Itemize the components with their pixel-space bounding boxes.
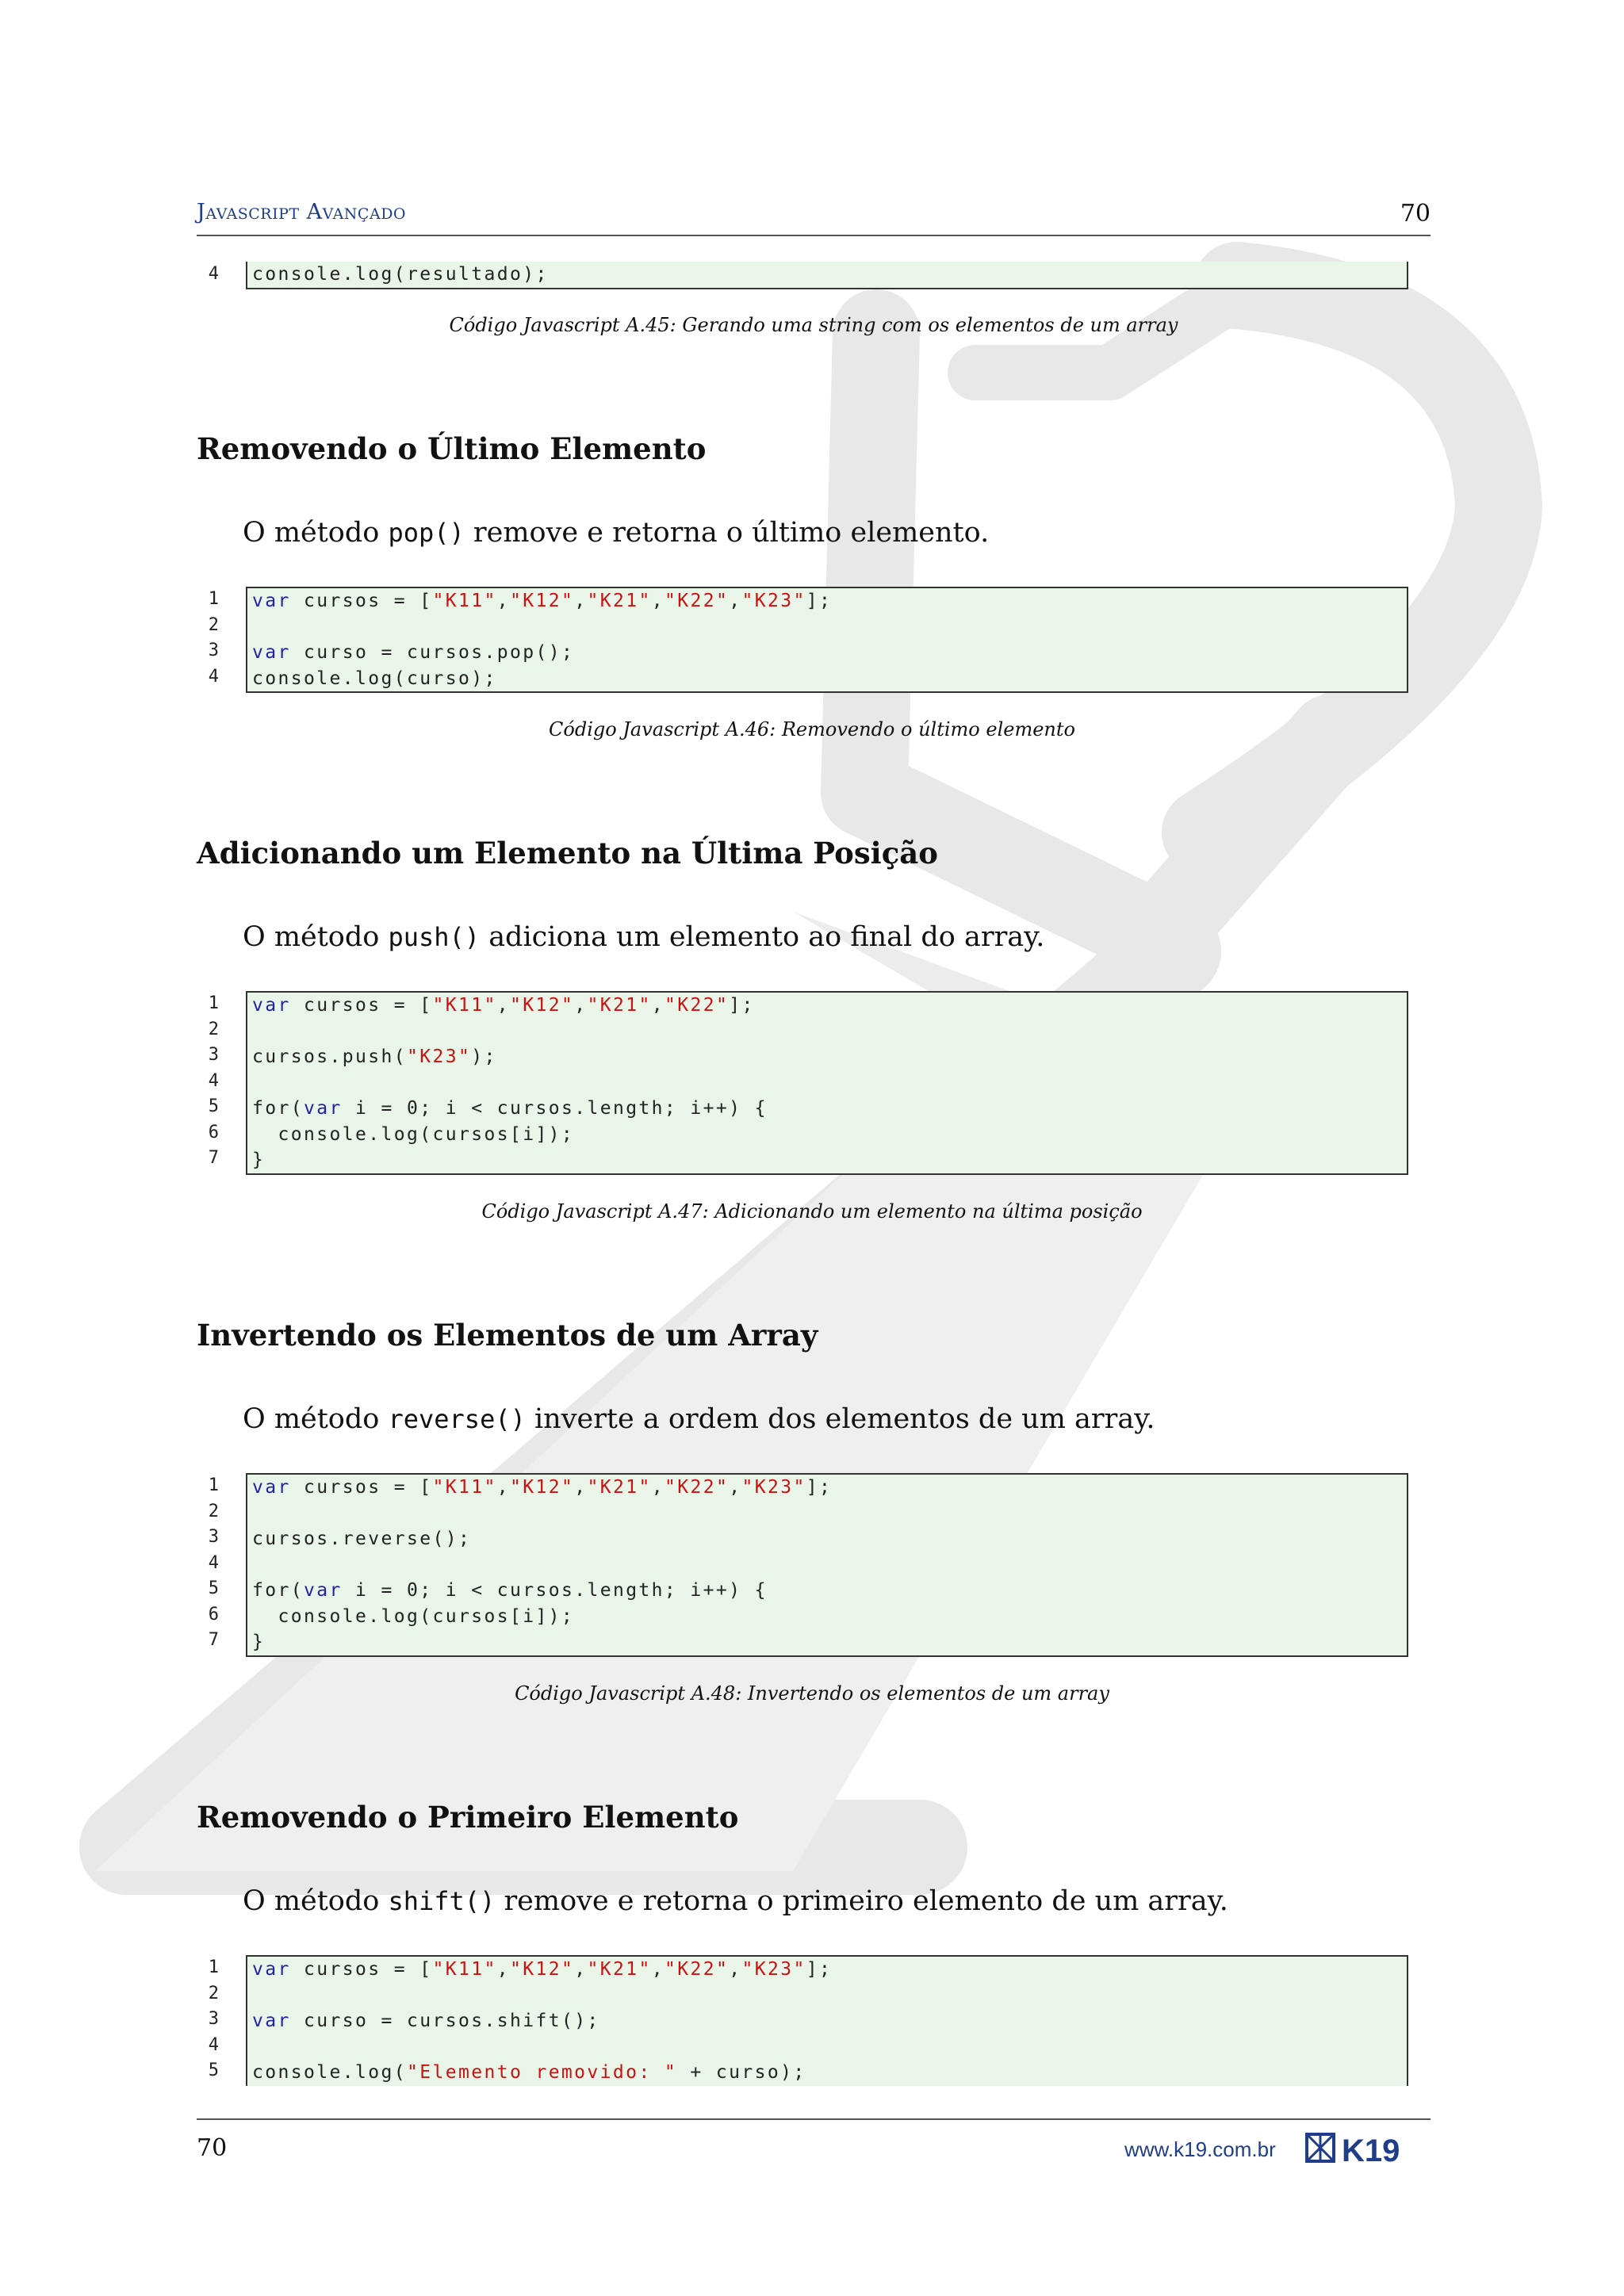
code-token: cursos = [ (290, 995, 433, 1016)
header-page-number: 70 (1400, 200, 1431, 228)
inline-code: pop() (388, 518, 465, 548)
code-token: } (252, 1632, 266, 1652)
section-heading-removendo-ultimo: Removendo o Último Elemento (197, 431, 707, 466)
code-token: "K21" (587, 591, 652, 611)
code-token: "K12" (509, 1477, 575, 1498)
code-line (247, 1122, 1407, 1148)
code-token: "K23" (741, 1959, 806, 1980)
code-line (247, 2008, 1407, 2034)
footer-rule (197, 2118, 1431, 2120)
code-token: cursos = [ (290, 591, 433, 611)
section-heading-adicionando-ultima: Adicionando um Elemento na Última Posição (197, 836, 938, 871)
code-line (247, 1983, 1407, 2009)
code-token: "K22" (664, 1959, 730, 1980)
code-token: i = 0; i < cursos.length; i++) { (342, 1098, 768, 1119)
code-token: , (496, 591, 510, 611)
code-token: var (252, 591, 291, 611)
code-token: var (252, 1477, 291, 1498)
code-token: , (496, 1959, 510, 1980)
code-token: ]; (806, 1959, 833, 1980)
code-token: "K23" (741, 591, 806, 611)
code-token: , (574, 995, 588, 1016)
code-token: , (651, 995, 665, 1016)
code-line (247, 993, 1407, 1019)
code-caption: Código Javascript A.47: Adicionando um elemento na última posição (481, 1200, 1143, 1223)
code-token: , (574, 1959, 588, 1980)
code-token: , (651, 1477, 665, 1498)
code-line (247, 588, 1407, 614)
line-numbers: 1 2 3 4 5 6 7 (208, 993, 219, 1168)
code-box (246, 1955, 1408, 2086)
line-numbers: 4 (208, 264, 219, 284)
paragraph-shift: O método shift() remove e retorna o primeiro elemento de um array. (243, 1885, 1228, 1917)
code-token: , (729, 1959, 742, 1980)
code-token: , (729, 1477, 742, 1498)
code-box (246, 991, 1408, 1175)
code-token: "K21" (587, 1477, 652, 1498)
code-token: , (574, 591, 588, 611)
code-token: curso = cursos.pop(); (290, 642, 575, 663)
code-token: + curso); (677, 2062, 806, 2083)
code-line (247, 262, 1407, 288)
footer-page-number: 70 (197, 2134, 228, 2162)
code-token: var (252, 1959, 291, 1980)
k19-logo-icon (1305, 2131, 1432, 2166)
code-line (247, 1604, 1407, 1630)
line-numbers: 1 2 3 4 5 (208, 1957, 219, 2080)
code-token: cursos.push( (252, 1047, 407, 1067)
code-token: , (574, 1477, 588, 1498)
code-token: cursos = [ (290, 1477, 433, 1498)
code-token: "K11" (432, 591, 497, 611)
code-token: console.log(resultado); (252, 264, 549, 285)
code-line (247, 2034, 1407, 2061)
code-caption: Código Javascript A.46: Removendo o último elemento (549, 718, 1075, 740)
code-token: , (729, 591, 742, 611)
code-token: ]; (806, 1477, 833, 1498)
code-token: "K22" (664, 995, 730, 1016)
svg-text:K19: K19 (1342, 2133, 1400, 2166)
code-line (247, 640, 1407, 666)
code-token: "K12" (509, 1959, 575, 1980)
code-caption: Código Javascript A.48: Invertendo os elementos de um array (515, 1682, 1109, 1705)
code-token: , (496, 1477, 510, 1498)
code-token: i = 0; i < cursos.length; i++) { (342, 1580, 768, 1601)
code-line (247, 1501, 1407, 1527)
line-numbers: 1 2 3 4 5 6 7 (208, 1475, 219, 1650)
code-line (247, 1044, 1407, 1070)
code-box (246, 587, 1408, 693)
code-token: , (496, 995, 510, 1016)
section-heading-invertendo: Invertendo os Elementos de um Array (197, 1318, 818, 1353)
code-token: "K12" (509, 995, 575, 1016)
code-token: , (651, 1959, 665, 1980)
code-line (247, 1957, 1407, 1983)
code-line (247, 2060, 1407, 2086)
code-token: console.log(curso); (252, 668, 497, 689)
paragraph-push: O método push() adiciona um elemento ao final do array. (243, 921, 1045, 953)
code-token: , (651, 591, 665, 611)
code-line (247, 666, 1407, 692)
code-token: ); (471, 1047, 497, 1067)
code-caption: Código Javascript A.45: Gerando uma string com os elementos de um array (449, 314, 1178, 336)
code-line (247, 614, 1407, 641)
inline-code: push() (388, 922, 481, 952)
code-token: for( (252, 1098, 304, 1119)
code-token: "K23" (741, 1477, 806, 1498)
code-token: "K22" (664, 591, 730, 611)
code-token: console.log(cursos[i]); (252, 1605, 575, 1627)
code-token: for( (252, 1580, 304, 1601)
paragraph-pop: O método pop() remove e retorna o último elemento. (243, 517, 990, 549)
code-token: var (252, 642, 291, 663)
code-token: var (252, 2011, 291, 2031)
code-line (247, 1629, 1407, 1655)
code-token: "K11" (432, 1477, 497, 1498)
code-token: "K22" (664, 1477, 730, 1498)
code-line (247, 1070, 1407, 1096)
code-token: ]; (729, 995, 755, 1016)
code-line (247, 1019, 1407, 1045)
inline-code: reverse() (388, 1404, 526, 1434)
code-token: ]; (806, 591, 833, 611)
code-box (246, 1473, 1408, 1657)
code-token: console.log(cursos[i]); (252, 1123, 575, 1145)
code-token: cursos.reverse(); (252, 1529, 472, 1549)
code-token: "K23" (406, 1047, 472, 1067)
code-token: "Elemento removido: " (406, 2062, 678, 2083)
code-line (247, 1526, 1407, 1552)
header-title: Javascript Avançado (197, 200, 407, 224)
code-token: "K11" (432, 995, 497, 1016)
code-line (247, 1147, 1407, 1173)
code-line (247, 1578, 1407, 1604)
code-token: } (252, 1150, 266, 1170)
footer-url-link[interactable]: www.k19.com.br (1124, 2137, 1276, 2161)
code-line (247, 1552, 1407, 1578)
code-token: "K12" (509, 591, 575, 611)
code-token: var (304, 1580, 343, 1601)
code-token: var (304, 1098, 343, 1119)
code-token: curso = cursos.shift(); (290, 2011, 600, 2031)
section-heading-removendo-primeiro: Removendo o Primeiro Elemento (197, 1800, 739, 1835)
inline-code: shift() (388, 1886, 496, 1916)
code-line (247, 1475, 1407, 1501)
paragraph-reverse: O método reverse() inverte a ordem dos elementos de um array. (243, 1403, 1155, 1435)
code-line (247, 1096, 1407, 1122)
code-token: "K21" (587, 1959, 652, 1980)
code-token: "K21" (587, 995, 652, 1016)
line-numbers: 1 2 3 4 (208, 589, 219, 687)
page-header (197, 198, 1431, 236)
code-token: cursos = [ (290, 1959, 433, 1980)
code-token: "K11" (432, 1959, 497, 1980)
code-box (246, 262, 1408, 289)
code-token: console.log( (252, 2062, 407, 2083)
code-token: var (252, 995, 291, 1016)
